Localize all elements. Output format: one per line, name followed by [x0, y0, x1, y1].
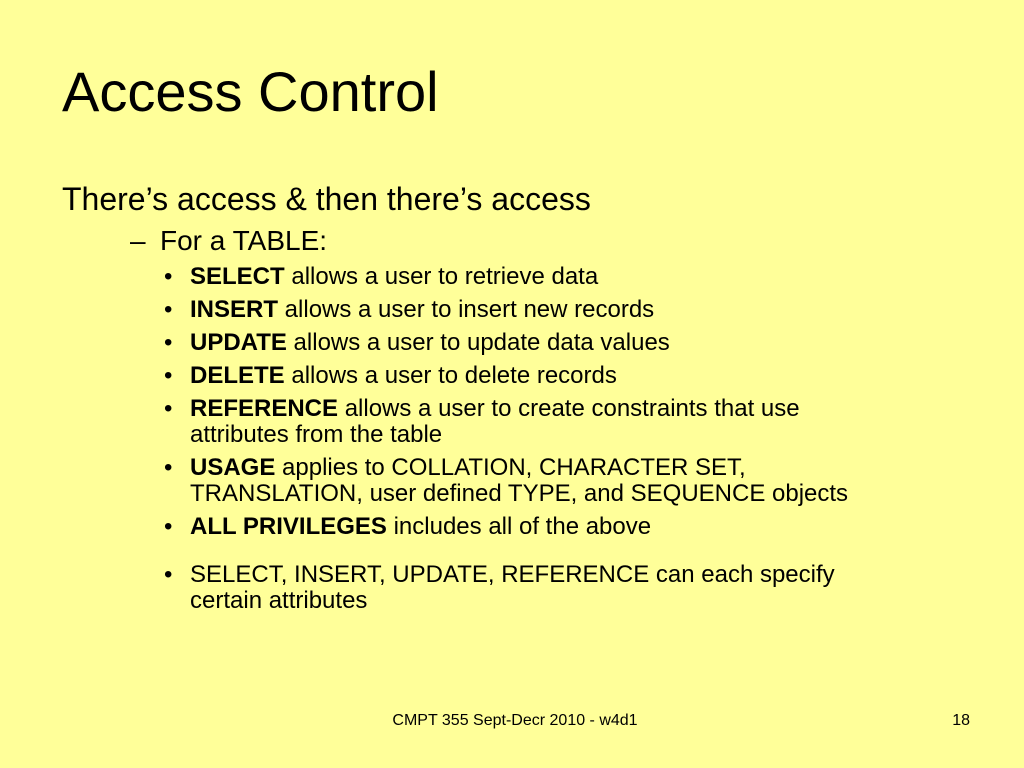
privilege-keyword: INSERT: [190, 295, 279, 323]
list-item: [164, 363, 884, 389]
level1-bullet: There’s access & then there’s access: [62, 181, 591, 217]
bullet-marker: •: [164, 512, 173, 540]
privilege-keyword: UPDATE: [190, 328, 287, 356]
privilege-description: allows a user to create constraints that use attributes from the table: [190, 394, 800, 448]
bullet-marker: •: [164, 453, 173, 481]
dash-marker: –: [130, 225, 146, 257]
list-item: [164, 562, 884, 614]
privilege-description: applies to COLLATION, CHARACTER SET, TRANSLATION, user defined TYPE, and SEQUENCE objects: [190, 453, 849, 507]
privilege-keyword: USAGE: [190, 453, 276, 481]
bullet-marker: •: [164, 295, 173, 323]
list-item: [164, 330, 884, 356]
privilege-description: allows a user to insert new records: [278, 295, 655, 323]
list-item: [164, 396, 884, 448]
privilege-description: allows a user to delete records: [284, 361, 617, 389]
slide-content: [62, 180, 962, 621]
slide-title: Access Control: [62, 60, 439, 123]
privilege-description: SELECT, INSERT, UPDATE, REFERENCE can each specify certain attributes: [190, 560, 835, 614]
page-number: 18: [952, 712, 970, 729]
privilege-keyword: SELECT: [190, 262, 285, 290]
list-item: [164, 264, 884, 290]
privilege-list: [164, 264, 884, 614]
list-item: [164, 455, 884, 507]
bullet-marker: •: [164, 262, 173, 290]
privilege-description: allows a user to update data values: [286, 328, 670, 356]
slide-footer: CMPT 355 Sept-Decr 2010 - w4d1: [392, 712, 638, 729]
level2-bullet: [130, 224, 962, 258]
bullet-marker: •: [164, 361, 173, 389]
privilege-keyword: REFERENCE: [190, 394, 339, 422]
privilege-keyword: ALL PRIVILEGES: [190, 512, 387, 540]
list-item: [164, 297, 884, 323]
privilege-description: includes all of the above: [386, 512, 652, 540]
bullet-marker: •: [164, 560, 173, 588]
privilege-keyword: DELETE: [190, 361, 285, 389]
list-item: [164, 514, 884, 540]
privilege-description: allows a user to retrieve data: [284, 262, 599, 290]
bullet-marker: •: [164, 394, 173, 422]
bullet-marker: •: [164, 328, 173, 356]
level2-text: For a TABLE:: [160, 225, 328, 257]
